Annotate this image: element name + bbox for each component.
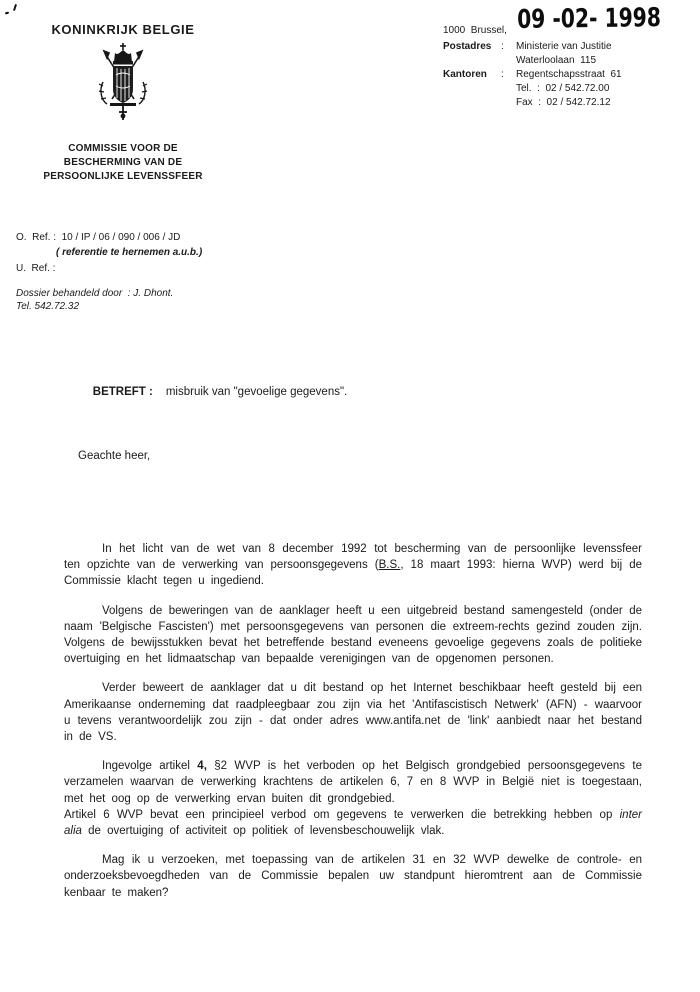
- reference-note: ( referentie te hernemen a.u.b.): [56, 247, 203, 258]
- subject-text: misbruik van "gevoelige gegevens".: [165, 386, 348, 398]
- address-row: [443, 40, 622, 54]
- pen-stroke: [13, 4, 17, 11]
- address-label: [443, 54, 501, 68]
- letterhead-right: [443, 24, 622, 110]
- paragraph-4-continuation: [64, 807, 642, 839]
- address-label: Kantoren: [443, 69, 487, 80]
- address-row: [443, 68, 622, 82]
- commission-line: COMMISSIE VOOR DE: [68, 143, 178, 154]
- city-line: 1000 Brussel,: [443, 25, 507, 36]
- salutation: Geachte heer,: [78, 450, 151, 462]
- paragraph-4b-text: de overtuiging of activiteit op politiek of levensbeschouwelijk vlak.: [81, 825, 445, 838]
- paragraph-1-underlined: B.S.: [378, 559, 401, 572]
- address-row: [443, 82, 622, 96]
- address-value: Waterloolaan 115: [516, 55, 597, 66]
- kingdom-title: KONINKRIJK BELGIE: [51, 22, 195, 37]
- address-value: Fax : 02 / 542.72.12: [516, 97, 611, 108]
- commission-name: [28, 142, 218, 184]
- our-reference: O. Ref. : 10 / IP / 06 / 090 / 006 / JD: [16, 232, 181, 243]
- address-label: [443, 96, 501, 110]
- paragraph-4-bold: 4,: [197, 760, 207, 773]
- address-row: [443, 54, 622, 68]
- address-label: [443, 82, 501, 96]
- pen-stroke: [5, 12, 9, 15]
- address-colon: :: [501, 69, 504, 80]
- paragraph-1-text: In het licht van de wet van 8 december 1992 tot bescherming van de persoonlijke levenssfeer ten opzichte van de verwerking van persoonsgegevens (: [64, 543, 642, 572]
- address-row: [443, 96, 622, 110]
- commission-line: PERSOONLIJKE LEVENSSFEER: [43, 171, 203, 182]
- address-value: Tel. : 02 / 542.72.00: [516, 83, 610, 94]
- address-colon: [501, 96, 516, 110]
- file-handler-tel: Tel. 542.72.32: [16, 301, 80, 312]
- address-colon: :: [501, 41, 504, 52]
- file-handler: Dossier behandeld door : J. Dhont.: [16, 288, 174, 299]
- paragraph-5: Mag ik u verzoeken, met toepassing van de artikelen 31 en 32 WVP dewelke de controle- en onderzoeksbevoegdheden van de Commissie bepalen uw standpunt hieromtrent aan de Commissie kenbaar te maken?: [64, 854, 642, 899]
- subject-label: BETREFT :: [92, 386, 153, 398]
- paragraph-4b-text: Artikel 6 WVP bevat een principieel verbod om gegevens te verwerken die betrekking hebben op: [64, 808, 620, 821]
- paragraph-1: [64, 541, 642, 590]
- belgian-coat-of-arms-icon: [28, 42, 218, 127]
- pen-mark: [3, 3, 23, 19]
- your-reference: U. Ref. :: [16, 263, 56, 274]
- paragraph-4: [64, 758, 642, 807]
- date-stamp: 09 -02- 1998: [517, 3, 662, 35]
- paragraph-4b-italic: inter alia: [64, 808, 642, 838]
- paragraph-1-text: , 18 maart 1993: hierna WVP) werd bij de Commissie klacht tegen u ingediend.: [64, 559, 642, 588]
- address-value: Ministerie van Justitie: [516, 41, 612, 52]
- letter-body: [64, 541, 642, 901]
- paragraph-4-text: §2 WVP is het verboden op het Belgisch grondgebied persoonsgegevens te verzamelen waarvan de verwerking krachtens de artikelen 6, 7 en 8 WVP in België niet is toegestaan, met het oog op de verwerking ervan buiten dit grondgebied.: [64, 760, 642, 805]
- commission-line: BESCHERMING VAN DE: [63, 157, 183, 168]
- address-colon: [501, 82, 516, 96]
- subject-line: [80, 374, 347, 410]
- address-value: Regentschapsstraat 61: [516, 69, 622, 80]
- paragraph-2: Volgens de beweringen van de aanklager heeft u een uitgebreid bestand samengesteld (onder de naam 'Belgische Fascisten') met persoonsgegevens van personen die extreem-rechts gezind zouden zijn. Volgens de bewijsstukken bevat het betreffende bestand eveneens gevoelige gegevens zoals de politieke overtuiging en het lidmaatschap van bepaalde verenigingen van de opgenomen personen.: [64, 604, 642, 666]
- paragraph-4-text: Ingevolge artikel: [102, 760, 198, 773]
- address-label: Postadres: [443, 41, 492, 52]
- address-colon: [501, 54, 516, 68]
- letterhead-left: [28, 22, 218, 184]
- paragraph-3: Verder beweert de aanklager dat u dit bestand op het Internet beschikbaar heeft gesteld bij een Amerikaanse onderneming dat raadpleegbaar zou zijn via het 'Antifascistisch Netwerk' (AFN) - waarvoor u tevens verantwoordelijk zou zijn - dat onder adres www.antifa.net de 'link' aanbiedt naar het bestand in de VS.: [64, 682, 642, 744]
